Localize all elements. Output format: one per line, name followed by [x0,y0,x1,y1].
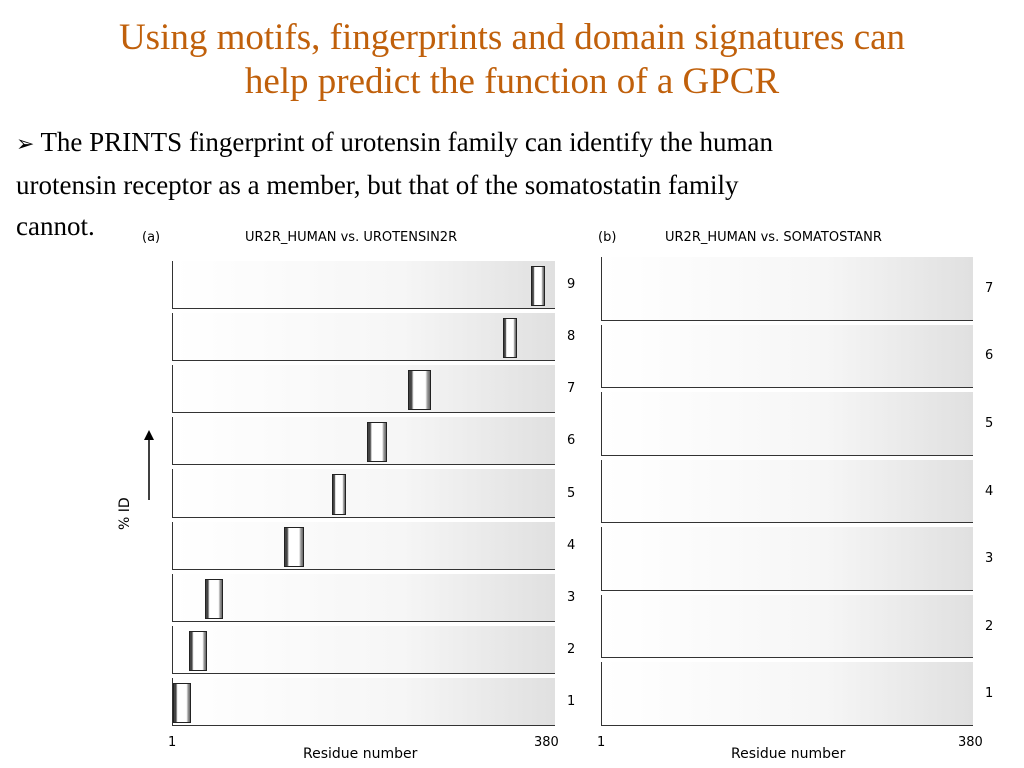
slide-title [0,16,1024,104]
panel-a-row-label-3: 3 [567,589,576,605]
bullet-line-3: cannot. [16,211,95,241]
panel-b-row-5 [601,392,973,456]
panel-a-row-4 [172,522,555,570]
panel-a-row-label-8: 8 [567,329,576,345]
panel-b-row-label-5: 5 [985,415,994,431]
panel-b-row-7 [601,257,973,321]
panel-a-row-label-5: 5 [567,485,576,501]
bullet-line-1-text: The PRINTS fingerprint of urotensin family can identify the human [40,127,774,157]
panel-a-row-label-9: 9 [567,277,576,293]
panel-a-motif-9 [531,266,545,306]
bullet-text [16,122,1006,247]
panel-b-row-6 [601,325,973,389]
panel-b-chart [601,253,973,726]
panel-a-row-7 [172,365,555,413]
bullet-line-2: urotensin receptor as a member, but that of the somatostatin family [16,170,739,200]
bullet-line-1 [16,122,1006,165]
panel-b-row-label-7: 7 [985,280,994,296]
panel-a-motif-4 [284,527,304,567]
panel-a-title: UR2R_HUMAN vs. UROTENSIN2R [245,230,458,245]
panel-b-x-axis-label: Residue number [731,746,846,762]
slide-title-line-1: Using motifs, fingerprints and domain signatures can [118,17,906,58]
y-axis-up-arrow-icon [142,430,156,502]
panel-a-row-8 [172,313,555,361]
panel-b-row-label-2: 2 [985,618,994,634]
panel-a-row-6 [172,417,555,465]
arrow-bullet-icon: ➢ [16,132,35,157]
panel-b-row-3 [601,527,973,591]
panel-a-x-end: 380 [534,735,559,750]
panel-b-row-label-1: 1 [985,686,994,702]
panel-a-motif-6 [367,422,387,462]
panel-a-row-5 [172,469,555,517]
panel-a-motif-3 [205,579,222,619]
panel-b-x-end: 380 [958,735,983,750]
panel-a-motif-5 [332,474,346,514]
panel-a-row-1 [172,678,555,726]
panel-a-row-3 [172,574,555,622]
panel-b-tag: (b) [598,230,617,245]
panel-b-row-label-6: 6 [985,348,994,364]
panel-a-chart [172,257,555,726]
panel-a-row-9 [172,261,555,309]
panel-a-tag: (a) [142,230,161,245]
y-axis-label: % ID [117,497,133,530]
panel-a-row-2 [172,626,555,674]
panel-a-motif-7 [408,370,430,410]
panel-b-row-4 [601,460,973,524]
panel-a-row-label-4: 4 [567,537,576,553]
panel-a-motif-2 [189,631,207,671]
panel-b-row-1 [601,662,973,726]
panel-b-x-start: 1 [597,735,606,750]
panel-a-motif-8 [503,318,516,358]
panel-b-row-2 [601,595,973,659]
panel-a-x-axis-label: Residue number [303,746,418,762]
panel-b-row-label-4: 4 [985,483,994,499]
panel-a-row-label-1: 1 [567,693,576,709]
panel-a-row-label-7: 7 [567,381,576,397]
slide-title-line-2: help predict the function of a GPCR [244,61,780,102]
panel-a-row-label-6: 6 [567,433,576,449]
panel-b-title: UR2R_HUMAN vs. SOMATOSTANR [665,230,882,245]
panel-a-row-label-2: 2 [567,641,576,657]
panel-a-x-start: 1 [168,735,177,750]
panel-b-row-label-3: 3 [985,551,994,567]
panel-a-motif-1 [173,683,191,723]
